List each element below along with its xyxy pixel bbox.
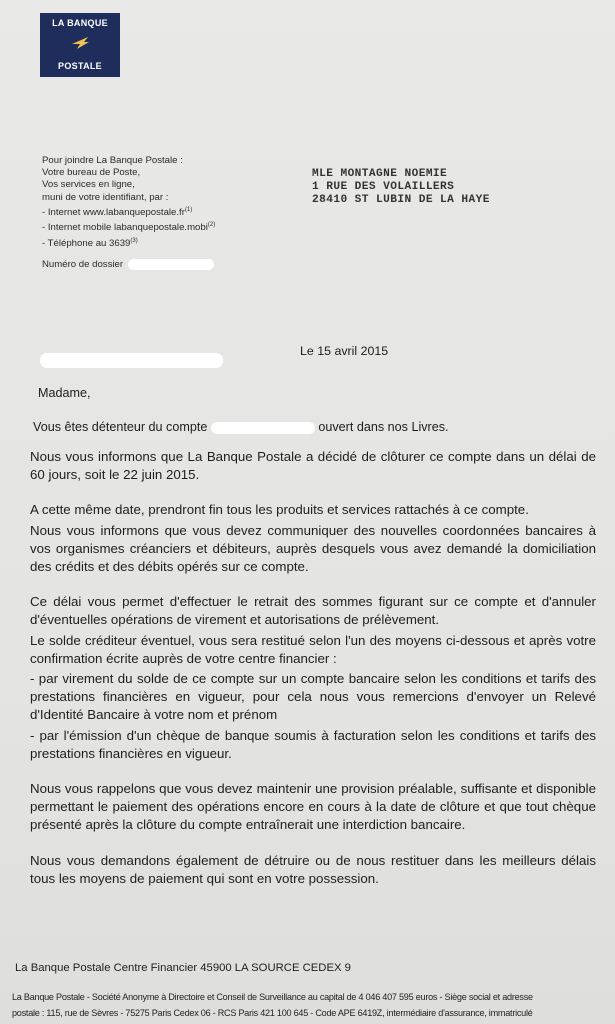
recipient-name: MLE MONTAGNE NOEMIE	[312, 168, 448, 180]
contact-block	[42, 155, 215, 250]
recipient-city: 28410 ST LUBIN DE LA HAYE	[312, 193, 490, 206]
phone-text: - Téléphone au 3639	[42, 237, 131, 249]
footer-legal	[12, 990, 608, 1021]
paragraph: - par virement du solde de ce compte sur un compte bancaire selon les conditions et tarifs des prestations financières en vigueur, pour cela nous vous remercions d'envoyer un Relevé d'Identité Bancaire à votre nom et prénom	[30, 671, 596, 723]
account-redaction	[211, 422, 315, 434]
redaction-mark	[128, 259, 214, 270]
logo-line-2: POSTALE	[58, 61, 102, 71]
redaction-mark	[40, 353, 223, 368]
dossier-label: Numéro de dossier	[42, 259, 124, 271]
footnote-marker: (3)	[130, 237, 138, 244]
paragraph: Nous vous demandons également de détruire ou de nous restituer dans les meilleurs délais tous les moyens de paiement qui sont en votre possession.	[30, 852, 596, 886]
contact-line	[42, 219, 215, 234]
footnote-marker: (2)	[207, 222, 216, 229]
logo-line-1: LA BANQUE	[52, 18, 108, 28]
recipient-street: 1 RUE DES VOLAILLERS	[312, 180, 455, 193]
contact-line: Votre bureau de Poste,	[42, 167, 141, 179]
paragraph: A cette même date, prendront fin tous les produits et services rattachés à ce compte.	[30, 502, 529, 518]
paragraph: Ce délai vous permet d'effectuer le retrait des sommes figurant sur ce compte et d'annuler d'éventuelles opérations de virement et autorisations de prélèvement.	[30, 594, 596, 628]
paragraph: Le solde créditeur éventuel, vous sera restitué selon l'un des moyens ci-dessous et après votre confirmation écrite auprès de votre centre financier :	[30, 632, 596, 666]
paragraph: Nous vous rappelons que vous devez maintenir une provision préalable, suffisante et disponible permettant le paiement des opérations encore en cours à la date de clôture et que tout chèque présenté après la clôture du compte entraînerait une interdiction bancaire.	[30, 781, 596, 833]
intro-text-end: ouvert dans nos Livres.	[318, 420, 449, 434]
contact-line: Vos services en ligne,	[42, 179, 135, 191]
bird-icon	[69, 35, 91, 51]
legal-line: La Banque Postale - Société Anonyme à Directoire et Conseil de Surveillance au capital de 4 046 407 595 euros - Siège social et adresse	[12, 992, 533, 1002]
recipient-address	[312, 168, 490, 206]
contact-line	[42, 204, 215, 219]
letter-body	[30, 448, 596, 905]
letter-date: Le 15 avril 2015	[300, 344, 389, 358]
contact-line: muni de votre identifiant, par :	[42, 191, 169, 203]
paragraph: Nous vous informons que La Banque Postale a décidé de clôturer ce compte dans un délai de 60 jours, soit le 22 juin 2015.	[30, 449, 596, 483]
paragraph: Nous vous informons que vous devez communiquer des nouvelles coordonnées bancaires à vos organismes créanciers et débiteurs, auprès desquels vous avez demandé la domiciliation des crédits et des débits opérés sur ce compte.	[30, 522, 596, 575]
paragraph: - par l'émission d'un chèque de banque soumis à facturation selon les conditions et tarifs des prestations financières en vigueur.	[30, 727, 596, 761]
bank-logo	[40, 13, 120, 77]
contact-line	[42, 235, 215, 250]
mobile-site-text: - Internet mobile labanquepostale.mobi	[42, 222, 208, 234]
salutation: Madame,	[38, 386, 91, 400]
intro-line	[33, 420, 449, 434]
contact-line: Pour joindre La Banque Postale :	[42, 155, 183, 166]
legal-line: postale : 115, rue de Sèvres - 75275 Paris Cedex 06 - RCS Paris 421 100 645 - Code APE 6419Z, intermédiaire d'assurance, immatriculé	[12, 1007, 533, 1018]
website-text: - Internet www.labanquepostale.fr	[42, 207, 185, 218]
footer-address: La Banque Postale Centre Financier 45900 LA SOURCE CEDEX 9	[15, 962, 351, 974]
intro-text: Vous êtes détenteur du compte	[33, 420, 208, 434]
dossier-number	[42, 259, 214, 270]
footnote-marker: (1)	[184, 206, 193, 213]
